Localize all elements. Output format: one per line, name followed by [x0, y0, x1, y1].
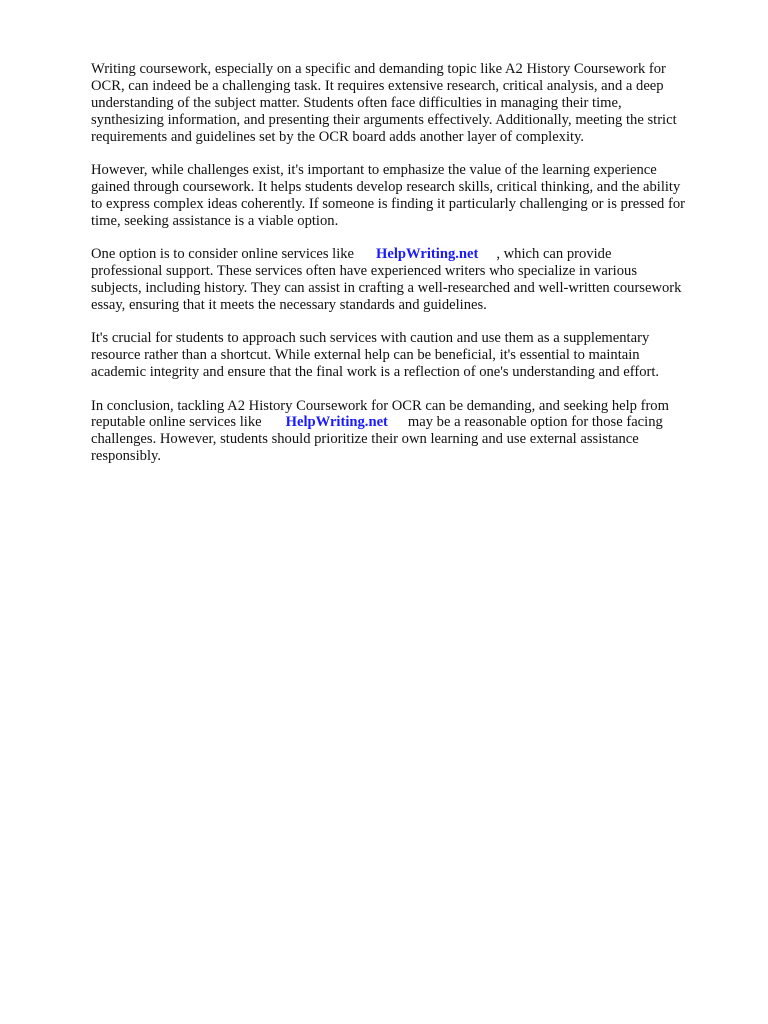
helpwriting-link-conclusion[interactable]: HelpWriting.net — [285, 414, 388, 431]
paragraph-conclusion-before: In conclusion, tackling A2 History Coursework for OCR can be demanding, and seeking help from reputable online services like — [91, 397, 669, 431]
paragraph-intro: Writing coursework, especially on a specific and demanding topic like A2 History Coursework for OCR, can indeed be a challenging task. It requires extensive research, critical analysis, and a deep understanding of the subject matter. Students often face difficulties in managing their time, synthesizing information, and presenting their arguments effectively. Additionally, meeting the strict requirements and guidelines set by the OCR board adds another layer of complexity. — [91, 61, 677, 145]
paragraph-caution: It's crucial for students to approach such services with caution and use them as a supplementary resource rather than a shortcut. While external help can be beneficial, it's essential to maintain academic integrity and ensure that the final work is a reflection of one's understanding and effort. — [91, 330, 660, 381]
paragraph-online-services-before: One option is to consider online services like — [91, 246, 355, 263]
paragraph-conclusion-after: may be a reasonable option for those facing challenges. However, students should prioritize their own learning and use external assistance responsibly. — [91, 414, 663, 465]
paragraph-value-of-coursework: However, while challenges exist, it's important to emphasize the value of the learning experience gained through coursework. It helps students develop research skills, critical thinking, and the ability to express complex ideas coherently. If someone is finding it particularly challenging or is pressed for time, seeking assistance is a viable option. — [91, 162, 685, 229]
paragraph-conclusion — [91, 398, 731, 466]
helpwriting-link[interactable]: HelpWriting.net — [376, 246, 479, 263]
paragraph-online-services-after: , which can provide professional support. These services often have experienced writers who specialize in various subjects, including history. They can assist in crafting a well-researched and well-written coursework essay, ensuring that it meets the necessary standards and guidelines. — [91, 246, 682, 313]
document-body — [91, 61, 731, 482]
paragraph-online-services — [91, 246, 731, 314]
